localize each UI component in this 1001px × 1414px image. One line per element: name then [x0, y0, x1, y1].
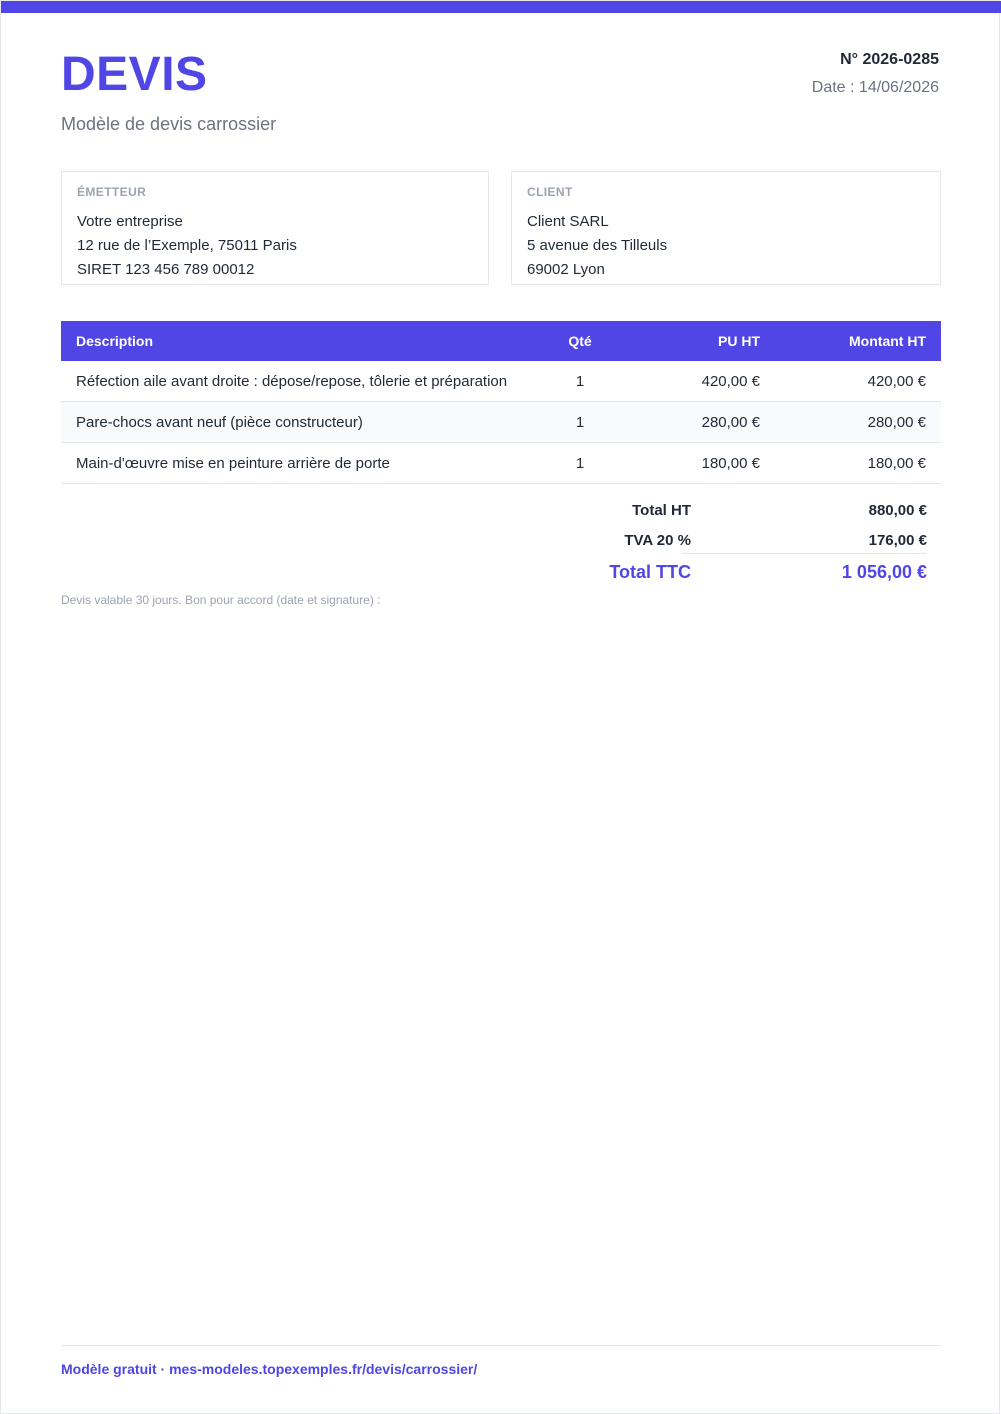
row-amount: 180,00 €	[775, 443, 941, 484]
client-address: 5 avenue des Tilleuls	[527, 237, 668, 254]
table-row	[61, 361, 941, 402]
client-box	[511, 171, 941, 285]
row-qty: 1	[541, 361, 619, 402]
footer-link[interactable]: Modèle gratuit · mes-modeles.topexemples.fr/devis/carrossier/	[61, 1361, 478, 1377]
emitter-siret: SIRET 123 456 789 00012	[77, 261, 255, 278]
emitter-box	[61, 171, 489, 285]
tva-value: 176,00 €	[868, 531, 927, 549]
tva-row	[541, 525, 927, 555]
row-unit-price: 420,00 €	[619, 361, 775, 402]
total-ht-row	[541, 495, 927, 525]
row-qty: 1	[541, 402, 619, 443]
row-description: Pare-chocs avant neuf (pièce constructeur)	[76, 413, 363, 431]
footer-divider	[61, 1345, 941, 1346]
totals-block	[541, 495, 927, 589]
total-ttc-label: Total TTC	[609, 561, 691, 582]
emitter-label: ÉMETTEUR	[77, 185, 147, 199]
row-description: Main-d'œuvre mise en peinture arrière de porte	[76, 454, 390, 472]
client-name: Client SARL	[527, 213, 609, 230]
table-row	[61, 443, 941, 484]
header-amount: Montant HT	[775, 321, 941, 361]
client-label: CLIENT	[527, 185, 573, 199]
header-qty: Qté	[541, 321, 619, 361]
total-ttc-row	[541, 555, 927, 589]
client-city: 69002 Lyon	[527, 261, 605, 278]
top-accent-bar	[1, 1, 1001, 13]
header-unit-price: PU HT	[619, 321, 775, 361]
document-title: DEVIS	[61, 48, 208, 101]
row-unit-price: 280,00 €	[619, 402, 775, 443]
tva-label: TVA 20 %	[624, 531, 691, 549]
items-table	[61, 321, 941, 484]
row-unit-price: 180,00 €	[619, 443, 775, 484]
document-subtitle: Modèle de devis carrossier	[61, 114, 277, 134]
row-qty: 1	[541, 443, 619, 484]
validity-note: Devis valable 30 jours. Bon pour accord (date et signature) :	[61, 593, 381, 607]
total-ht-value: 880,00 €	[868, 501, 927, 519]
header-description: Description	[61, 321, 541, 361]
row-description: Réfection aile avant droite : dépose/repose, tôlerie et préparation	[76, 372, 508, 390]
row-amount: 420,00 €	[775, 361, 941, 402]
row-amount: 280,00 €	[775, 402, 941, 443]
emitter-address: 12 rue de l’Exemple, 75011 Paris	[77, 237, 297, 254]
table-header-row	[61, 321, 941, 361]
total-ttc-value: 1 056,00 €	[841, 561, 927, 582]
totals-divider	[681, 553, 927, 554]
quote-date: Date : 14/06/2026	[811, 79, 939, 96]
total-ht-label: Total HT	[632, 501, 691, 519]
table-row	[61, 402, 941, 443]
quote-number: N° 2026-0285	[840, 51, 939, 68]
emitter-name: Votre entreprise	[77, 213, 183, 230]
